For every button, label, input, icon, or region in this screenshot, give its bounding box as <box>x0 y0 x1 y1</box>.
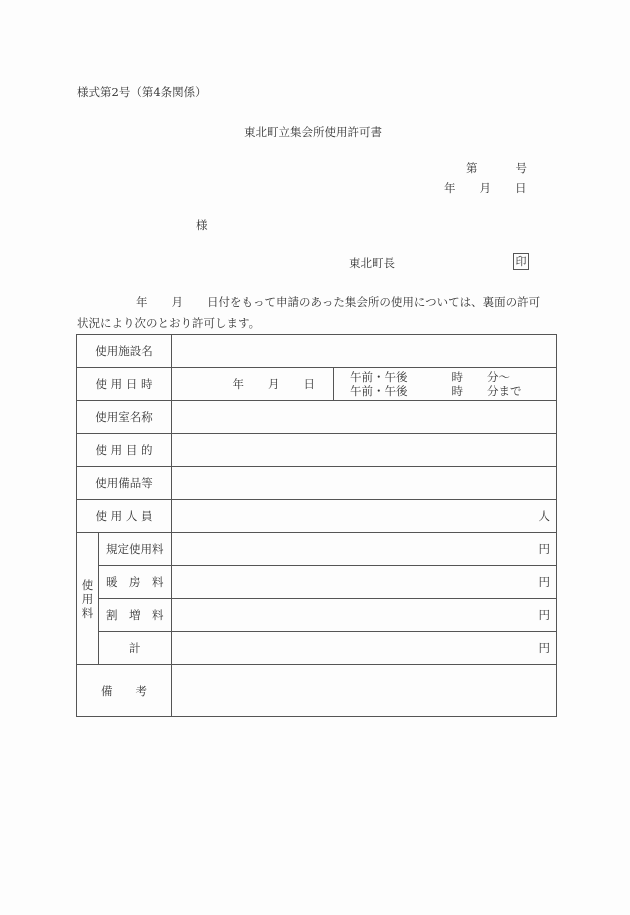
fee-unit: 円 <box>538 542 550 556</box>
start-minute: 分～ <box>487 370 510 384</box>
usage-year: 年 <box>232 377 244 391</box>
form-number: 様式第2号（第4条関係） <box>77 85 207 99</box>
fee-field[interactable] <box>172 599 557 632</box>
start-hour: 時 <box>451 370 463 384</box>
permit-statement <box>77 292 559 334</box>
people-field[interactable] <box>172 500 557 533</box>
fee-field[interactable] <box>172 533 557 566</box>
room-label: 使用室名称 <box>77 401 172 434</box>
row-fee-total <box>77 632 557 665</box>
fee-label: 規定使用料 <box>99 533 172 566</box>
fee-field[interactable] <box>172 566 557 599</box>
fee-unit: 円 <box>538 575 550 589</box>
row-purpose <box>77 434 557 467</box>
fee-unit: 円 <box>538 641 550 655</box>
document-title: 東北町立集会所使用許可書 <box>244 125 382 139</box>
datetime-label: 使 用 日 時 <box>77 368 172 401</box>
purpose-field[interactable] <box>172 434 557 467</box>
facility-name-label: 使用施設名 <box>77 335 172 368</box>
end-ampm: 午前・午後 <box>350 384 408 398</box>
usage-day: 日 <box>303 377 315 391</box>
remarks-field[interactable] <box>172 665 557 717</box>
facility-name-field[interactable] <box>172 335 557 368</box>
row-room <box>77 401 557 434</box>
fee-unit: 円 <box>538 608 550 622</box>
fee-label: 暖 房 料 <box>99 566 172 599</box>
row-fee-surcharge <box>77 599 557 632</box>
row-people <box>77 500 557 533</box>
statement-line2: 状況により次のとおり許可します。 <box>77 316 261 330</box>
seal-mark: 印 <box>513 253 529 270</box>
people-unit: 人 <box>538 509 550 523</box>
row-datetime <box>77 368 557 401</box>
body-month: 月 <box>171 295 183 309</box>
date-year: 年 <box>444 181 456 195</box>
people-label: 使 用 人 員 <box>77 500 172 533</box>
equipment-label: 使用備品等 <box>77 467 172 500</box>
permit-number <box>466 160 527 176</box>
usage-time-field[interactable] <box>334 368 557 401</box>
issuer-name: 東北町長 <box>349 256 395 270</box>
row-remarks <box>77 665 557 717</box>
row-fee-standard <box>77 533 557 566</box>
number-prefix: 第 <box>466 161 478 175</box>
body-year: 年 <box>136 295 148 309</box>
fee-group-label: 使 用 料 <box>77 533 99 665</box>
end-hour: 時 <box>451 384 463 398</box>
row-equipment <box>77 467 557 500</box>
row-fee-heating <box>77 566 557 599</box>
statement-line1: 日付をもって申請のあった集会所の使用については、裏面の許可 <box>207 295 541 309</box>
date-month: 月 <box>479 181 491 195</box>
issue-date <box>444 180 527 196</box>
usage-month: 月 <box>268 377 280 391</box>
equipment-field[interactable] <box>172 467 557 500</box>
end-minute: 分まで <box>487 384 522 398</box>
start-ampm: 午前・午後 <box>350 370 408 384</box>
fee-field[interactable] <box>172 632 557 665</box>
row-facility <box>77 335 557 368</box>
date-day: 日 <box>515 181 527 195</box>
permit-table <box>76 334 557 717</box>
number-suffix: 号 <box>515 161 527 175</box>
usage-date-field[interactable] <box>172 368 334 401</box>
fee-label: 割 増 料 <box>99 599 172 632</box>
remarks-label: 備 考 <box>77 665 172 717</box>
room-field[interactable] <box>172 401 557 434</box>
fee-label: 計 <box>99 632 172 665</box>
addressee-suffix: 様 <box>196 218 208 232</box>
purpose-label: 使 用 目 的 <box>77 434 172 467</box>
